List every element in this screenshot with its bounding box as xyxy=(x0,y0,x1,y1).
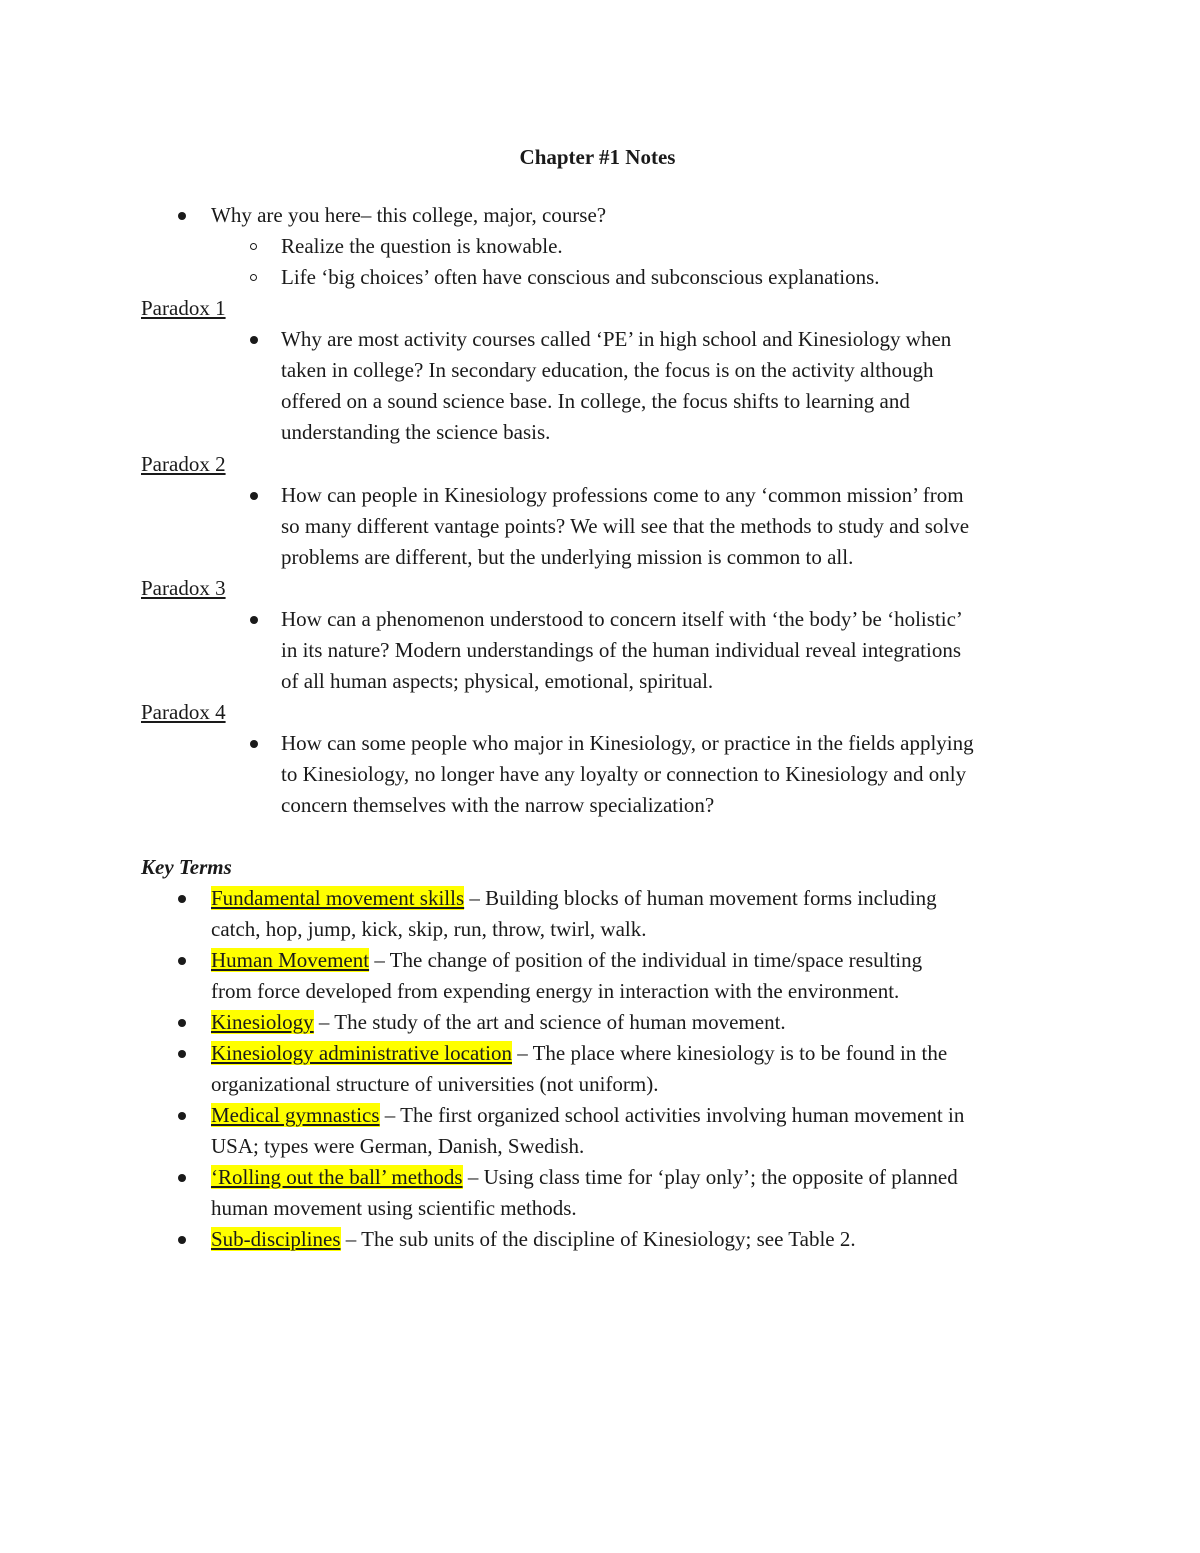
bullet-dot-icon xyxy=(178,895,186,903)
paradox-4-section xyxy=(0,697,1200,821)
key-term-item xyxy=(0,1224,1200,1255)
key-term-item xyxy=(0,1007,1200,1038)
paradox-text: How can some people who major in Kinesiology, or practice in the fields applying xyxy=(281,731,974,755)
key-term-continuation xyxy=(0,1193,1200,1224)
paradox-text: to Kinesiology, no longer have any loyalty or connection to Kinesiology and only xyxy=(281,762,967,786)
key-term-item xyxy=(0,883,1200,914)
key-term-link[interactable]: Medical gymnastics xyxy=(211,1103,380,1127)
paradox-text: in its nature? Modern understandings of the human individual reveal integrations xyxy=(281,638,961,662)
paradox-line xyxy=(0,666,1200,697)
key-term-item xyxy=(0,945,1200,976)
bullet-dot-icon xyxy=(250,740,258,748)
key-terms-section xyxy=(0,852,1200,1255)
paradox-text: Why are most activity courses called ‘PE’ in high school and Kinesiology when xyxy=(281,327,952,351)
paradox-text: so many different vantage points? We will see that the methods to study and solve xyxy=(281,514,970,538)
paradox-line xyxy=(0,542,1200,573)
bullet-dot-icon xyxy=(250,616,258,624)
key-term-definition: from force developed from expending energy in interaction with the environment. xyxy=(211,979,900,1003)
paradox-text: concern themselves with the narrow specialization? xyxy=(281,793,715,817)
paradox-2-section xyxy=(0,449,1200,573)
key-term-continuation xyxy=(0,1069,1200,1100)
intro-subpoint xyxy=(0,262,1200,293)
paradox-text: of all human aspects; physical, emotional, spiritual. xyxy=(281,669,714,693)
bullet-dot-icon xyxy=(178,1019,186,1027)
bullet-dot-icon xyxy=(178,957,186,965)
paradox-line xyxy=(0,324,1200,355)
paradox-label: Paradox 1 xyxy=(141,296,226,320)
intro-section xyxy=(0,200,1200,293)
intro-subpoint xyxy=(0,231,1200,262)
key-term-definition: – The place where kinesiology is to be found in the xyxy=(511,1041,948,1065)
intro-question: Why are you here– this college, major, course? xyxy=(211,203,607,227)
key-term-definition: organizational structure of universities (not uniform). xyxy=(211,1072,659,1096)
key-terms-heading: Key Terms xyxy=(141,855,232,879)
key-term-link[interactable]: Kinesiology administrative location xyxy=(211,1041,512,1065)
paradox-label: Paradox 4 xyxy=(141,700,226,724)
key-term-item xyxy=(0,1038,1200,1069)
key-term-definition: – Building blocks of human movement forms including xyxy=(464,886,937,910)
key-term-link[interactable]: Kinesiology xyxy=(211,1010,314,1034)
paradox-line xyxy=(0,759,1200,790)
paradox-text: offered on a sound science base. In college, the focus shifts to learning and xyxy=(281,389,910,413)
key-term-definition: – Using class time for ‘play only’; the opposite of planned xyxy=(462,1165,958,1189)
paradox-line xyxy=(0,355,1200,386)
paradox-label-row xyxy=(0,449,1200,480)
paradox-line xyxy=(0,728,1200,759)
paradox-line xyxy=(0,635,1200,666)
paradox-line xyxy=(0,604,1200,635)
key-term-link[interactable]: ‘Rolling out the ball’ methods xyxy=(211,1165,463,1189)
bullet-circle-icon xyxy=(250,243,257,250)
key-term-item xyxy=(0,1162,1200,1193)
paradox-line xyxy=(0,480,1200,511)
paradox-label-row xyxy=(0,697,1200,728)
paradox-3-section xyxy=(0,573,1200,697)
key-term-continuation xyxy=(0,1131,1200,1162)
key-term-continuation xyxy=(0,976,1200,1007)
key-term-link[interactable]: Fundamental movement skills xyxy=(211,886,465,910)
paradox-1-section xyxy=(0,293,1200,448)
key-term-definition: – The study of the art and science of human movement. xyxy=(313,1010,786,1034)
key-term-definition: – The sub units of the discipline of Kinesiology; see Table 2. xyxy=(340,1227,856,1251)
key-term-definition: catch, hop, jump, kick, skip, run, throw, twirl, walk. xyxy=(211,917,647,941)
key-term-link[interactable]: Human Movement xyxy=(211,948,370,972)
bullet-dot-icon xyxy=(250,492,258,500)
page-title: Chapter #1 Notes xyxy=(519,145,676,169)
subpoint-text: Realize the question is knowable. xyxy=(281,234,563,258)
key-term-link[interactable]: Sub-disciplines xyxy=(211,1227,341,1251)
paradox-label: Paradox 3 xyxy=(141,576,226,600)
paradox-line xyxy=(0,790,1200,821)
bullet-dot-icon xyxy=(178,1112,186,1120)
key-term-item xyxy=(0,1100,1200,1131)
key-term-definition: USA; types were German, Danish, Swedish. xyxy=(211,1134,585,1158)
paradox-text: taken in college? In secondary education, the focus is on the activity although xyxy=(281,358,934,382)
paradox-text: How can a phenomenon understood to concern itself with ‘the body’ be ‘holistic’ xyxy=(281,607,963,631)
paradox-line xyxy=(0,511,1200,542)
bullet-dot-icon xyxy=(178,1174,186,1182)
bullet-dot-icon xyxy=(250,336,258,344)
paradox-text: How can people in Kinesiology professions come to any ‘common mission’ from xyxy=(281,483,964,507)
subpoint-text: Life ‘big choices’ often have conscious and subconscious explanations. xyxy=(281,265,880,289)
paradox-text: problems are different, but the underlying mission is common to all. xyxy=(281,545,854,569)
paradox-line xyxy=(0,386,1200,417)
paradox-text: understanding the science basis. xyxy=(281,420,551,444)
bullet-dot-icon xyxy=(178,212,186,220)
key-term-definition: – The change of position of the individual in time/space resulting xyxy=(369,948,923,972)
key-terms-heading-row xyxy=(0,852,1200,883)
paradox-label-row xyxy=(0,573,1200,604)
paradox-label: Paradox 2 xyxy=(141,452,226,476)
bullet-dot-icon xyxy=(178,1050,186,1058)
paradox-line xyxy=(0,417,1200,448)
key-term-definition: human movement using scientific methods. xyxy=(211,1196,577,1220)
key-term-continuation xyxy=(0,914,1200,945)
bullet-dot-icon xyxy=(178,1236,186,1244)
bullet-circle-icon xyxy=(250,274,257,281)
intro-bullet xyxy=(0,200,1200,231)
key-term-definition: – The first organized school activities involving human movement in xyxy=(379,1103,965,1127)
paradox-label-row xyxy=(0,293,1200,324)
